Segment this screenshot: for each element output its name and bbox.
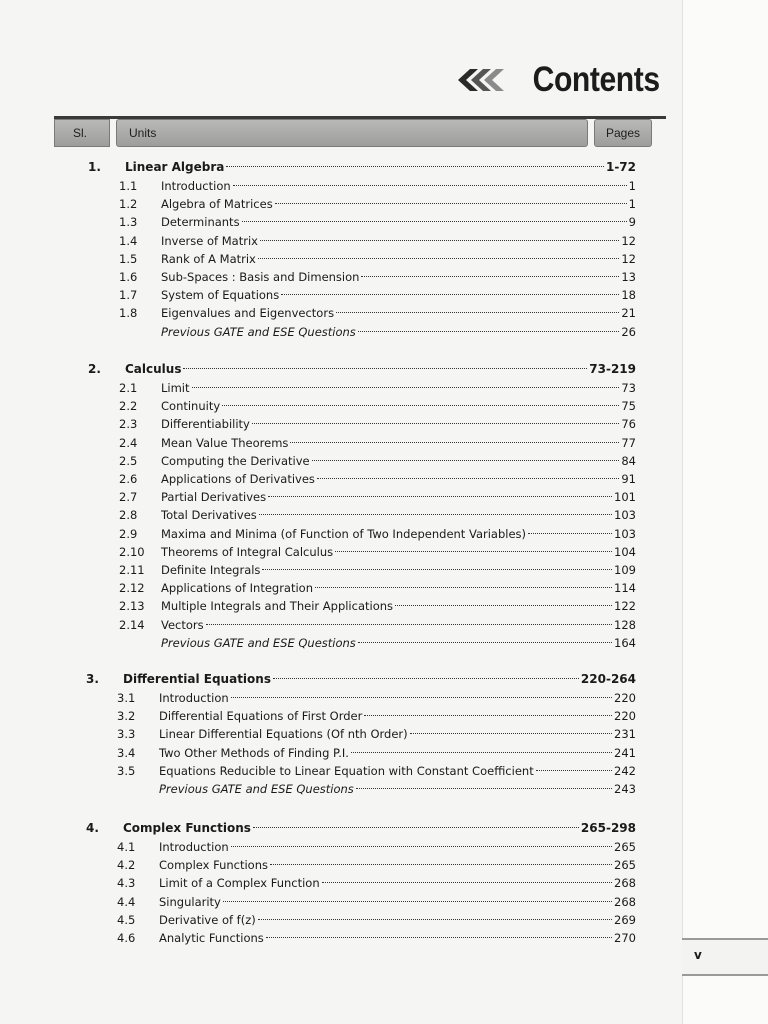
dot-leader [233,171,627,186]
section-entry-title: Theorems of Integral Calculus [161,545,334,559]
dot-leader [351,738,612,753]
dot-leader [317,464,619,479]
section-entry-title: Inverse of Matrix [161,234,258,248]
chapter-heading-number: 4. [86,821,99,835]
section-entry-page: 101 [614,490,636,504]
dot-leader [312,446,620,461]
section-entry-page: 12 [621,234,636,248]
section-entry-title: Limit [161,381,190,395]
chapter-heading-number: 2. [88,362,101,376]
section-entry-number: 2.12 [119,581,145,595]
dot-leader [206,610,612,625]
dot-leader [222,391,619,406]
section-entry-page: 75 [621,399,636,413]
section-entry-number: 3.5 [117,764,136,778]
section-entry-title: Two Other Methods of Finding P.I. [159,746,349,760]
section-entry-number: 4.5 [117,913,136,927]
section-entry-page: 12 [621,252,636,266]
section-entry[interactable] [117,927,636,945]
section-entry-page: 220 [614,709,636,723]
previous-questions-entry[interactable] [119,632,636,650]
section-entry-page: 104 [614,545,636,559]
section-entry-page: 103 [614,508,636,522]
dot-leader [258,244,620,259]
dot-leader [361,262,619,277]
previous-questions-entry-title: Previous GATE and ESE Questions [159,782,354,796]
dot-leader [252,409,620,424]
header-pages: Pages [594,119,652,147]
section-entry-page: 231 [614,727,636,741]
section-entry-page: 109 [614,563,636,577]
section-entry-title: Computing the Derivative [161,454,310,468]
dot-leader [290,428,619,443]
dot-leader [322,868,612,883]
facing-page-edge [682,0,768,1024]
section-entry-title: Applications of Integration [161,581,314,595]
dot-leader [223,887,612,902]
section-entry-page: 241 [614,746,636,760]
header-units: Units [116,119,588,147]
section-entry-title: Complex Functions [159,858,269,872]
previous-questions-entry-title: Previous GATE and ESE Questions [161,325,356,339]
section-entry-title: Analytic Functions [159,931,264,945]
previous-questions-entry-page: 243 [614,782,636,796]
section-entry-title: Applications of Derivatives [161,472,315,486]
section-entry-page: 84 [621,454,636,468]
section-entry-number: 4.4 [117,895,136,909]
section-entry-title: Singularity [159,895,221,909]
dot-leader [260,226,619,241]
section-entry-title: Introduction [161,179,231,193]
section-entry-number: 2.10 [119,545,145,559]
section-entry-number: 2.1 [119,381,138,395]
section-entry-title: Mean Value Theorems [161,436,289,450]
chapter-heading-page: 220-264 [580,672,636,686]
chapter-heading-title: Linear Algebra [125,160,225,174]
dot-leader [275,189,627,204]
previous-questions-entry-page: 26 [621,325,636,339]
section-entry-title: Algebra of Matrices [161,197,273,211]
dot-leader [364,701,612,716]
previous-questions-entry[interactable] [117,778,636,796]
section-entry-number: 3.1 [117,691,136,705]
section-entry-title: Eigenvalues and Eigenvectors [161,306,335,320]
section-entry-title: Partial Derivatives [161,490,267,504]
section-entry-number: 2.8 [119,508,138,522]
section-entry-number: 2.2 [119,399,138,413]
section-entry-page: 269 [614,913,636,927]
section-entry-page: 1 [628,197,636,211]
section-entry-page: 122 [614,599,636,613]
section-entry-page: 242 [614,764,636,778]
dot-leader [528,519,612,534]
dot-leader [281,280,619,295]
section-entry-title: Derivative of f(z) [159,913,256,927]
dot-leader [315,573,612,588]
dot-leader [253,813,579,828]
section-entry-number: 1.1 [119,179,138,193]
section-entry-number: 4.6 [117,931,136,945]
chapter-heading-page: 1-72 [605,160,636,174]
section-entry-page: 103 [614,527,636,541]
section-entry-number: 1.7 [119,288,138,302]
double-chevron-left-icon [456,69,504,91]
section-entry-number: 1.8 [119,306,138,320]
dot-leader [536,756,612,771]
dot-leader [336,298,619,313]
chapter-heading-title: Complex Functions [123,821,251,835]
chapter-heading-number: 1. [88,160,101,174]
section-entry-number: 2.4 [119,436,138,450]
dot-leader [259,500,612,515]
section-entry-number: 1.2 [119,197,138,211]
section-entry-number: 2.11 [119,563,145,577]
section-entry-page: 91 [621,472,636,486]
dot-leader [410,719,612,734]
dot-leader [226,152,604,167]
page-title: Contents [533,60,660,99]
section-entry-title: Introduction [159,691,229,705]
section-entry-number: 2.6 [119,472,138,486]
section-entry-number: 2.5 [119,454,138,468]
section-entry-number: 1.3 [119,215,138,229]
section-entry-page: 13 [621,270,636,284]
table-header [54,116,666,148]
section-entry-number: 2.14 [119,618,145,632]
section-entry-number: 1.5 [119,252,138,266]
section-entry-page: 21 [621,306,636,320]
section-entry-title: Limit of a Complex Function [159,876,320,890]
dot-leader [395,591,612,606]
dot-leader [273,664,579,679]
dot-leader [356,774,612,789]
dot-leader [266,923,612,938]
dot-leader [231,832,612,847]
section-entry-number: 4.1 [117,840,136,854]
section-entry-number: 2.3 [119,417,138,431]
section-entry-title: Differentiability [161,417,250,431]
dot-leader [268,482,612,497]
section-entry-title: Vectors [161,618,204,632]
section-entry-title: Maxima and Minima (of Function of Two Independent Variables) [161,527,527,541]
previous-questions-entry-title: Previous GATE and ESE Questions [161,636,356,650]
section-entry-number: 3.4 [117,746,136,760]
section-entry-number: 3.3 [117,727,136,741]
section-entry-number: 2.13 [119,599,145,613]
section-entry-title: Differential Equations of First Order [159,709,363,723]
previous-questions-entry-page: 164 [614,636,636,650]
section-entry-title: Multiple Integrals and Their Applications [161,599,394,613]
page-title-block [440,58,660,102]
section-entry-number: 1.4 [119,234,138,248]
section-entry-page: 9 [628,215,636,229]
section-entry-page: 128 [614,618,636,632]
section-entry-page: 1 [628,179,636,193]
dot-leader [258,905,612,920]
section-entry-page: 18 [621,288,636,302]
previous-questions-entry[interactable] [119,321,636,339]
section-entry-title: Continuity [161,399,221,413]
section-entry-title: Linear Differential Equations (Of nth Order) [159,727,408,741]
section-entry-page: 268 [614,895,636,909]
dot-leader [358,317,620,332]
section-entry-page: 220 [614,691,636,705]
chapter-heading-number: 3. [86,672,99,686]
chapter-heading-page: 265-298 [580,821,636,835]
dot-leader [192,373,620,388]
section-entry-title: Sub-Spaces : Basis and Dimension [161,270,360,284]
section-entry-title: Introduction [159,840,229,854]
section-entry-number: 2.7 [119,490,138,504]
dot-leader [270,850,612,865]
section-entry-title: Equations Reducible to Linear Equation with Constant Coefficient [159,764,534,778]
section-entry-number: 1.6 [119,270,138,284]
section-entry-page: 114 [614,581,636,595]
section-entry-title: System of Equations [161,288,280,302]
section-entry-page: 73 [621,381,636,395]
section-entry-number: 4.3 [117,876,136,890]
header-sl: Sl. [54,119,110,147]
dot-leader [231,683,612,698]
section-entry-title: Determinants [161,215,240,229]
section-entry-title: Rank of A Matrix [161,252,256,266]
section-entry-title: Total Derivatives [161,508,257,522]
page-number: v [694,948,702,962]
section-entry-page: 265 [614,840,636,854]
section-entry-page: 270 [614,931,636,945]
section-entry-page: 265 [614,858,636,872]
section-entry-title: Definite Integrals [161,563,261,577]
dot-leader [358,628,612,643]
dot-leader [183,354,587,369]
section-entry-page: 76 [621,417,636,431]
section-entry-number: 3.2 [117,709,136,723]
dot-leader [335,537,612,552]
section-entry-number: 4.2 [117,858,136,872]
section-entry-page: 268 [614,876,636,890]
section-entry-number: 2.9 [119,527,138,541]
dot-leader [242,207,627,222]
chapter-heading-title: Calculus [125,362,182,376]
chapter-heading-page: 73-219 [589,362,636,376]
section-entry-page: 77 [621,436,636,450]
chapter-heading-title: Differential Equations [123,672,271,686]
dot-leader [262,555,612,570]
